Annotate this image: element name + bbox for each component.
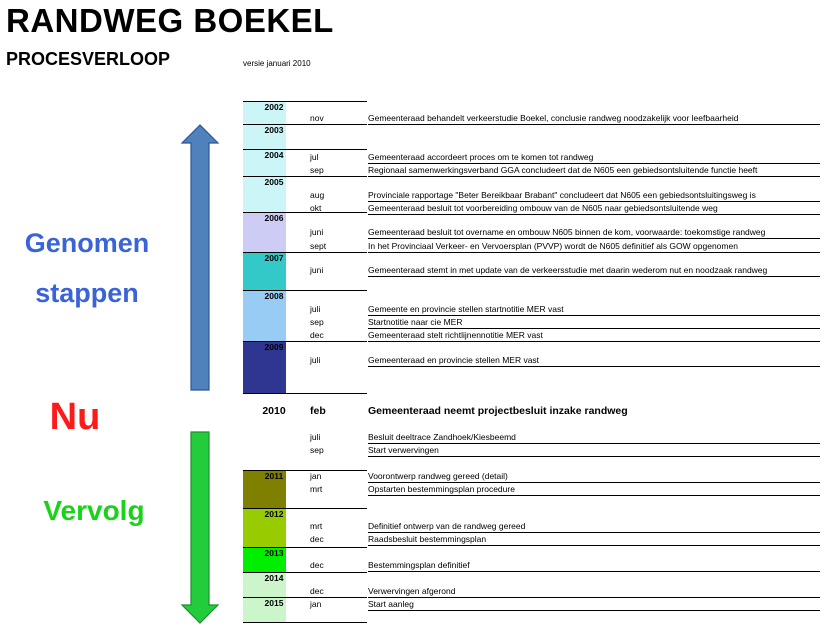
event-month: okt <box>310 203 322 213</box>
event-text: Provinciale rapportage "Beter Bereikbaar Brabant" concludeert dat N605 een gebiedsontsluitingsweg is <box>368 190 756 200</box>
label-stappen: stappen <box>35 278 139 308</box>
event-text: Gemeenteraad stemt in met update van de verkeersstudie met daarin wederom nut en noodzaak randweg <box>368 265 768 275</box>
event-underline <box>368 571 820 572</box>
year-label: 2003 <box>264 125 284 135</box>
event-underline <box>368 124 820 125</box>
event-underline <box>368 163 820 164</box>
event-text: Startnotitie naar cie MER <box>368 317 463 327</box>
event-underline <box>368 610 820 611</box>
event-underline <box>368 482 820 483</box>
event-month: dec <box>310 586 324 596</box>
event-month: sep <box>310 317 324 327</box>
year-label: 2008 <box>264 291 284 301</box>
year-label: 2012 <box>264 509 284 519</box>
year-label: 2002 <box>264 102 284 112</box>
event-text: Voorontwerp randweg gereed (detail) <box>368 471 508 481</box>
event-text: Regionaal samenwerkingsverband GGA concludeert dat de N605 een gebiedsontsluitende functie heeft <box>368 165 758 175</box>
event-underline <box>368 276 820 277</box>
event-underline <box>368 366 820 367</box>
event-month: juli <box>310 432 321 442</box>
event-month: juli <box>310 304 321 314</box>
event-month: juni <box>310 227 324 237</box>
event-underline <box>368 597 820 598</box>
event-underline <box>368 328 820 329</box>
event-month: sept <box>310 241 327 251</box>
event-month: dec <box>310 534 324 544</box>
event-text: Start verwervingen <box>368 445 439 455</box>
now-text: Gemeenteraad neemt projectbesluit inzake randweg <box>368 405 628 417</box>
event-month: juni <box>310 265 324 275</box>
event-month: sep <box>310 165 324 175</box>
year-label: 2005 <box>264 177 284 187</box>
event-underline <box>368 176 820 177</box>
event-underline <box>368 341 820 342</box>
year-label: 2011 <box>264 471 284 481</box>
year-label: 2006 <box>264 213 284 223</box>
event-month: mrt <box>310 521 323 531</box>
now-month: feb <box>310 405 326 417</box>
event-text: Bestemmingsplan definitief <box>368 560 470 570</box>
event-text: Besluit deeltrace Zandhoek/Kiesbeemd <box>368 432 516 442</box>
event-month: jan <box>310 471 322 481</box>
event-underline <box>368 443 820 444</box>
event-text: Gemeenteraad besluit tot overname en ombouw N605 binnen de kom, voorwaarde: toekomstige randweg <box>368 227 766 237</box>
year-label: 2014 <box>264 573 284 583</box>
event-month: nov <box>310 113 324 123</box>
event-underline <box>368 315 820 316</box>
version-note: versie januari 2010 <box>243 59 311 68</box>
now-year: 2010 <box>262 405 286 417</box>
timeline-end <box>243 393 367 394</box>
event-underline <box>368 495 820 496</box>
event-text: In het Provinciaal Verkeer- en Vervoersplan (PVVP) wordt de N605 definitief als GOW opgenomen <box>368 241 738 251</box>
event-text: Verwervingen afgerond <box>368 586 456 596</box>
timeline-end <box>243 622 367 623</box>
event-month: jul <box>310 152 319 162</box>
event-month: dec <box>310 560 324 570</box>
event-month: sep <box>310 445 324 455</box>
label-vervolg: Vervolg <box>43 495 145 526</box>
event-text: Gemeenteraad besluit tot voorbereiding ombouw van de N605 naar gebiedsontsluitende weg <box>368 203 718 213</box>
year-label: 2009 <box>264 342 284 352</box>
event-underline <box>368 214 820 215</box>
event-month: jan <box>310 599 322 609</box>
event-text: Opstarten bestemmingsplan procedure <box>368 484 515 494</box>
label-genomen: Genomen <box>24 228 150 258</box>
event-underline <box>368 201 820 202</box>
event-text: Raadsbesluit bestemmingsplan <box>368 534 487 544</box>
event-text: Gemeenteraad en provincie stellen MER vast <box>368 355 540 365</box>
event-text: Gemeenteraad behandelt verkeerstudie Boekel, conclusie randweg noodzakelijk voor leefbaarheid <box>368 113 739 123</box>
event-month: dec <box>310 330 324 340</box>
event-underline <box>368 545 820 546</box>
page-title: RANDWEG BOEKEL <box>6 2 334 39</box>
event-text: Start aanleg <box>368 599 414 609</box>
label-nu: Nu <box>49 396 101 438</box>
year-label: 2007 <box>264 253 284 263</box>
event-month: juli <box>310 355 321 365</box>
event-month: mrt <box>310 484 323 494</box>
event-underline <box>368 252 820 253</box>
event-underline <box>368 532 820 533</box>
event-underline <box>368 238 820 239</box>
page-subtitle: PROCESVERLOOP <box>6 49 171 69</box>
event-text: Gemeenteraad accordeert proces om te komen tot randweg <box>368 152 594 162</box>
event-month: aug <box>310 190 325 200</box>
event-underline <box>368 456 820 457</box>
year-label: 2013 <box>264 548 284 558</box>
year-label: 2015 <box>264 598 284 608</box>
event-text: Gemeenteraad stelt richtlijnennotitie MER vast <box>368 330 543 340</box>
event-text: Gemeente en provincie stellen startnotitie MER vast <box>368 304 564 314</box>
event-text: Definitief ontwerp van de randweg gereed <box>368 521 526 531</box>
year-label: 2004 <box>264 150 284 160</box>
